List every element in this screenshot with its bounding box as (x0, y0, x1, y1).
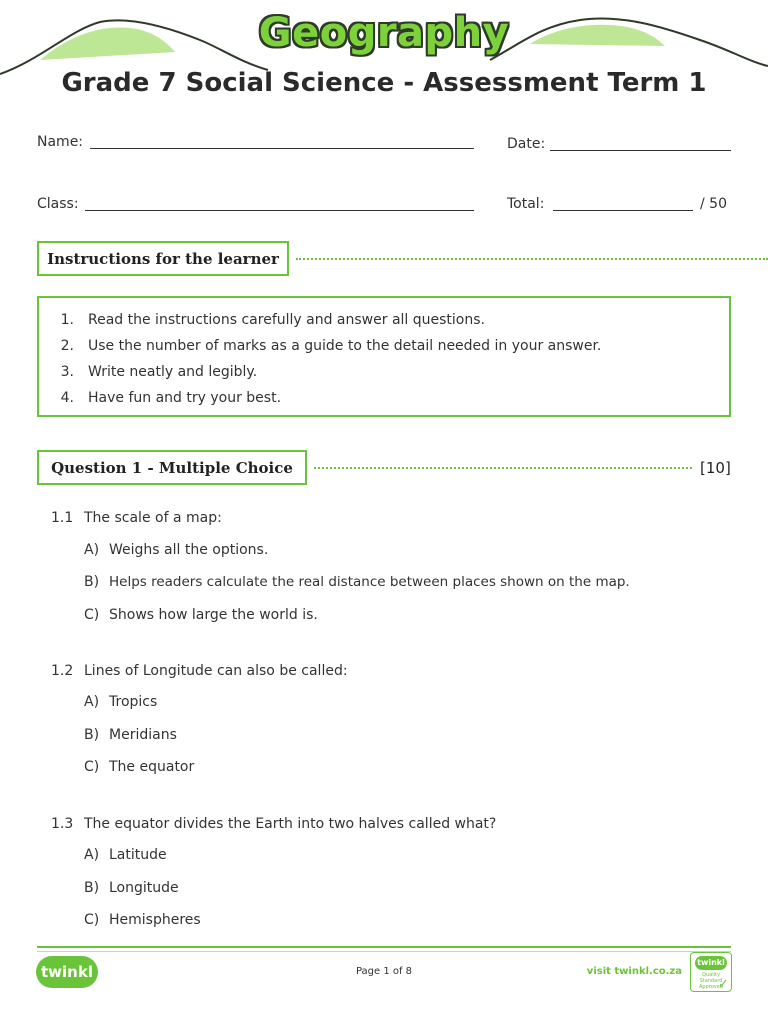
instruction-text: Read the instructions carefully and answer all questions. (88, 312, 485, 328)
option-letter[interactable]: B) (84, 574, 100, 590)
question1-heading: Question 1 - Multiple Choice (37, 450, 307, 485)
option-letter[interactable]: A) (84, 847, 100, 863)
option-text[interactable]: Tropics (109, 694, 158, 710)
option-letter[interactable]: B) (84, 727, 100, 743)
instructions-divider (296, 258, 768, 260)
instruction-text: Use the number of marks as a guide to the detail needed in your answer. (88, 338, 602, 354)
page-title: Grade 7 Social Science - Assessment Term 1 (61, 68, 707, 98)
class-label: Class: (37, 196, 79, 212)
site-link[interactable]: visit twinkl.co.za (586, 966, 682, 977)
class-field[interactable] (85, 210, 474, 211)
option-text[interactable]: Meridians (109, 727, 177, 743)
name-field[interactable] (90, 148, 474, 149)
instruction-number: 2. (60, 338, 74, 354)
question-number: 1.1 (51, 510, 74, 526)
option-letter[interactable]: C) (84, 607, 100, 623)
brand-title: Geography (258, 10, 510, 56)
badge-logo: twinkl (695, 956, 727, 970)
page-number: Page 1 of 8 (355, 966, 413, 977)
question-prompt: The equator divides the Earth into two halves called what? (84, 816, 497, 832)
total-label: Total: (507, 196, 545, 212)
instructions-box (37, 296, 731, 417)
instruction-number: 3. (60, 364, 74, 380)
option-text[interactable]: The equator (109, 759, 195, 775)
option-text[interactable]: Hemispheres (109, 912, 201, 928)
option-letter[interactable]: A) (84, 542, 100, 558)
option-letter[interactable]: B) (84, 880, 100, 896)
footer-divider-light (37, 951, 731, 952)
option-letter[interactable]: C) (84, 759, 100, 775)
instruction-text: Have fun and try your best. (88, 390, 282, 406)
option-letter[interactable]: A) (84, 694, 100, 710)
option-letter[interactable]: C) (84, 912, 100, 928)
question1-marks: [10] (700, 459, 731, 477)
date-field[interactable] (550, 150, 731, 151)
total-field[interactable] (553, 210, 693, 211)
badge-text: Quality Standard Approved (699, 972, 723, 990)
question1-divider (314, 467, 692, 469)
instruction-number: 4. (60, 390, 74, 406)
question-prompt: The scale of a map: (84, 510, 222, 526)
date-label: Date: (507, 136, 546, 152)
name-label: Name: (37, 134, 84, 150)
instruction-text: Write neatly and legibly. (88, 364, 258, 380)
option-text[interactable]: Weighs all the options. (109, 542, 269, 558)
instructions-heading: Instructions for the learner (37, 241, 289, 276)
check-icon: ✓ (718, 977, 729, 992)
total-suffix: / 50 (700, 196, 727, 212)
question-number: 1.3 (51, 816, 74, 832)
question-prompt: Lines of Longitude can also be called: (84, 663, 348, 679)
option-text[interactable]: Latitude (109, 847, 167, 863)
option-text[interactable]: Shows how large the world is. (109, 607, 318, 623)
option-text[interactable]: Helps readers calculate the real distance between places shown on the map. (109, 574, 630, 590)
question-number: 1.2 (51, 663, 74, 679)
quality-badge (690, 952, 732, 992)
option-text[interactable]: Longitude (109, 880, 179, 896)
twinkl-logo[interactable]: twinkl (36, 956, 98, 988)
instruction-number: 1. (60, 312, 74, 328)
footer-divider (37, 946, 731, 948)
